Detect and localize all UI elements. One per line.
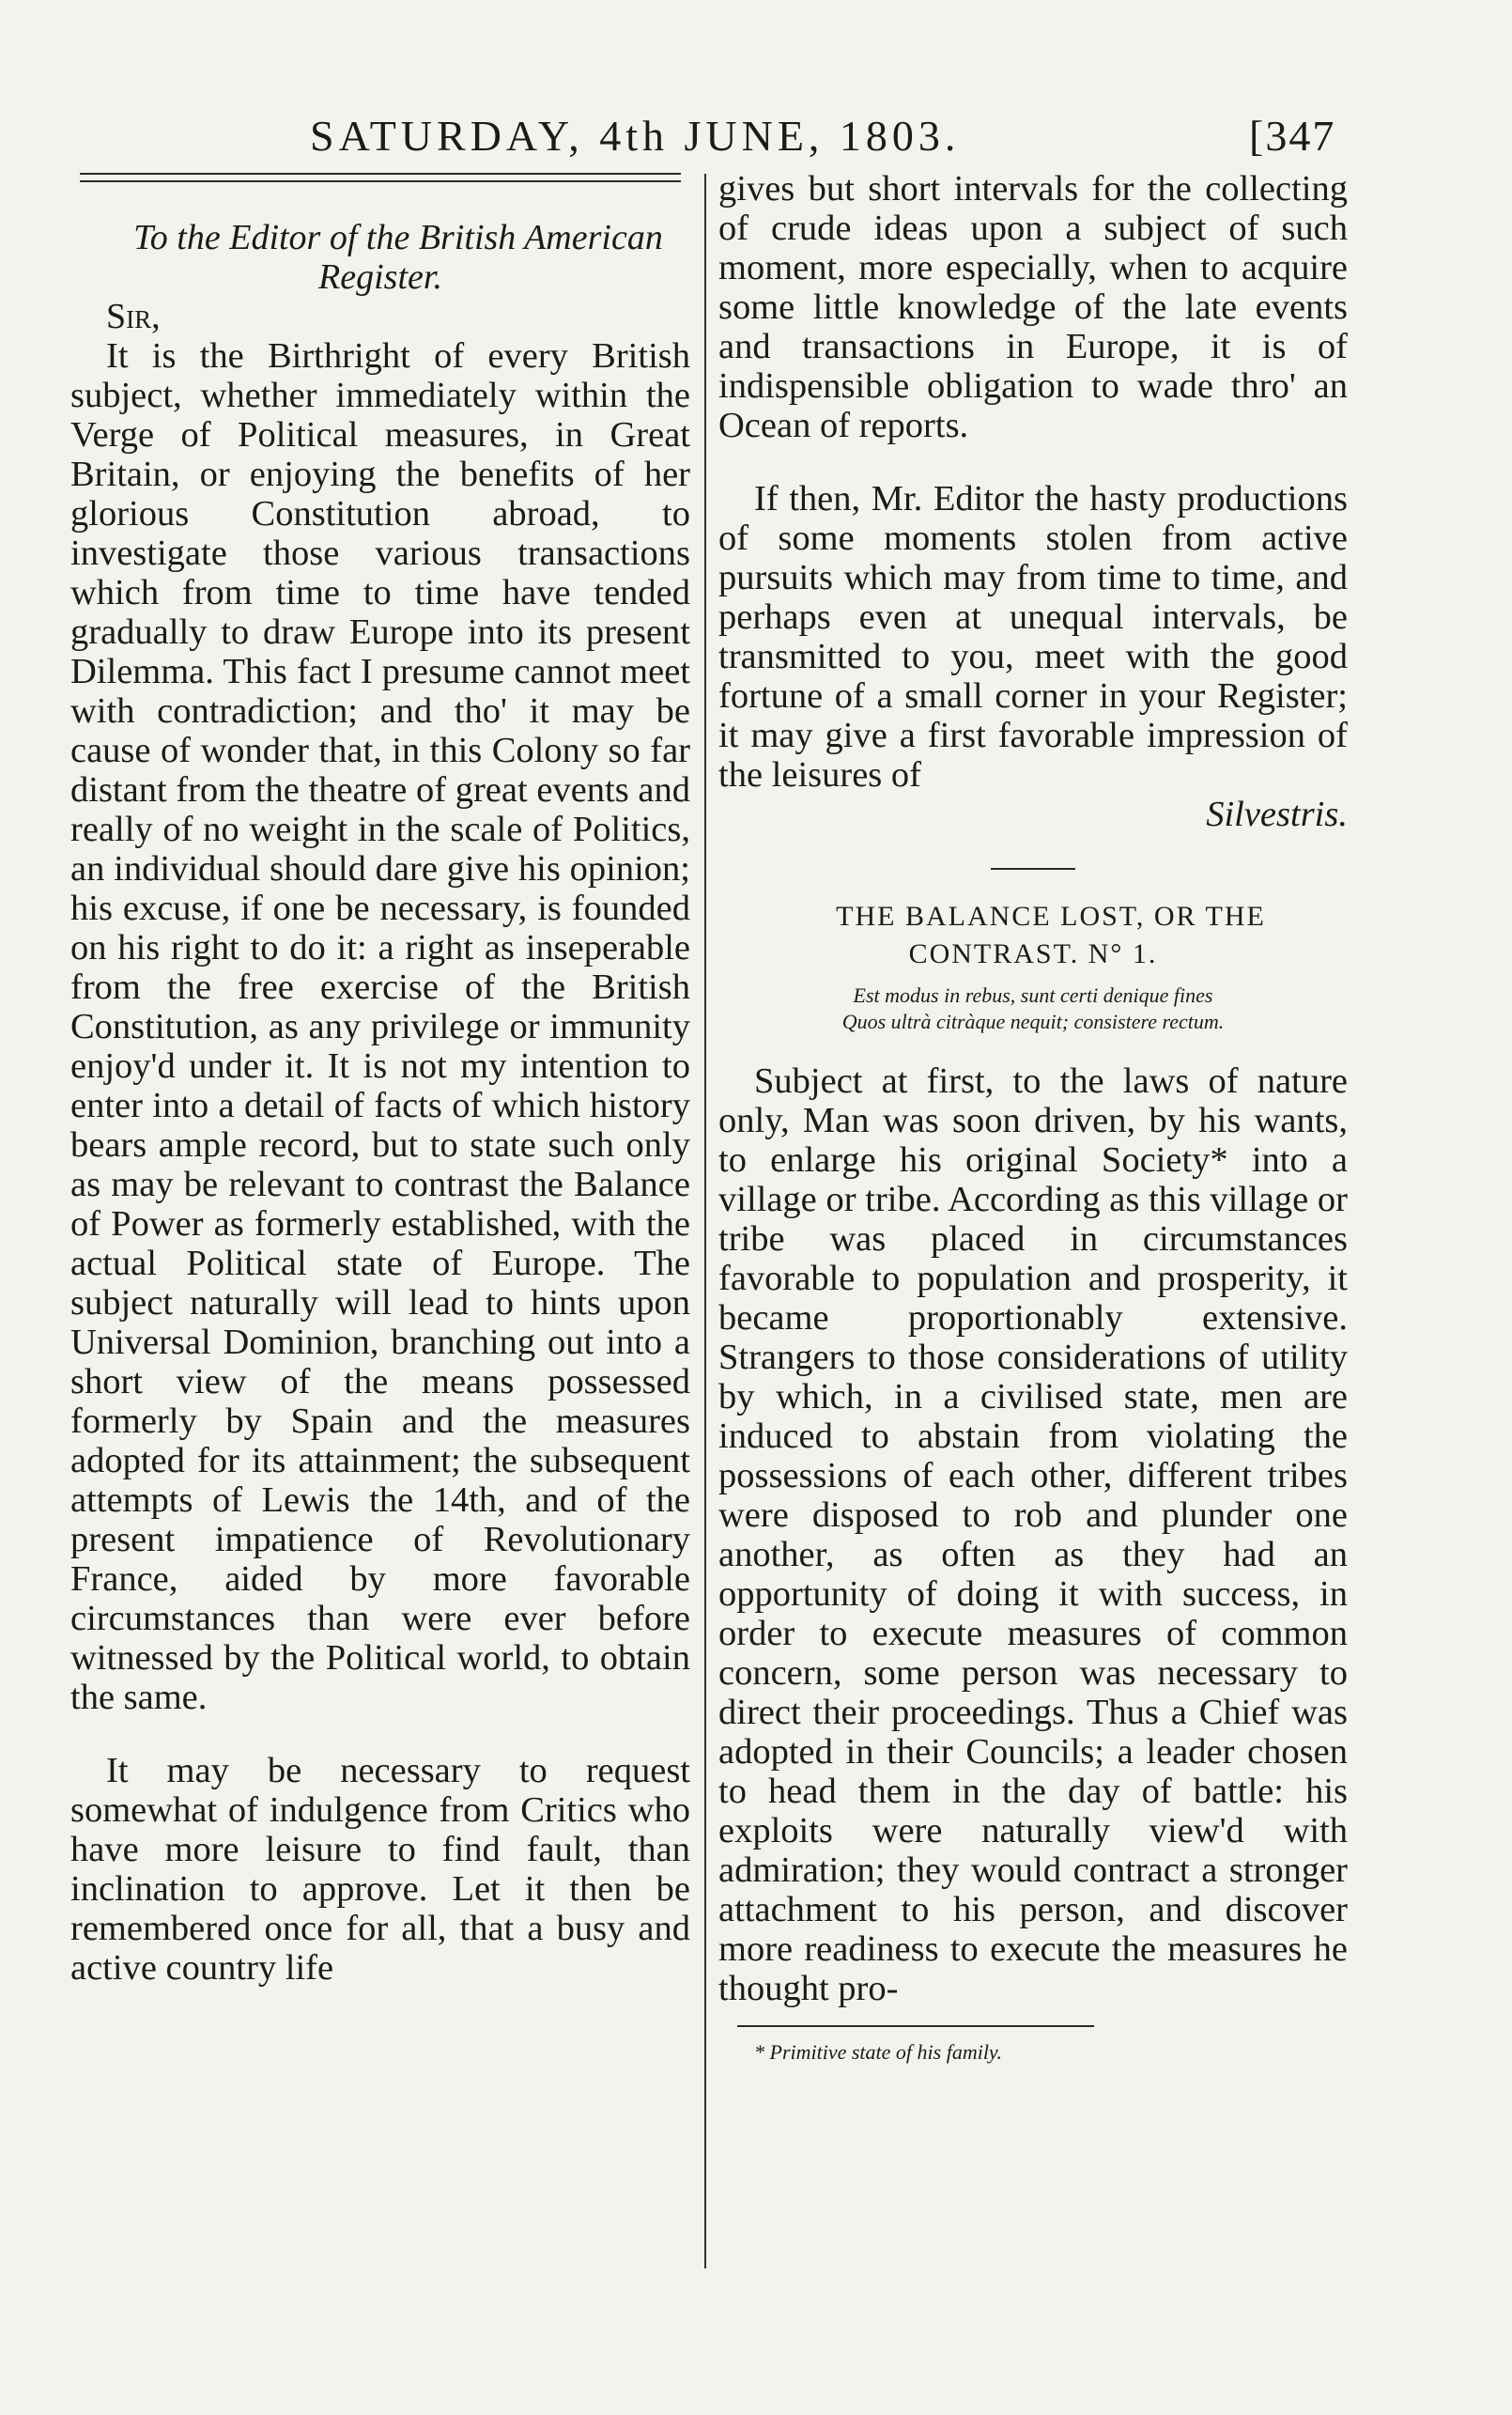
column-divider	[704, 174, 706, 2268]
page-number: [347	[1249, 112, 1336, 160]
motto-line-2: Quos ultrà citràque nequit; consistere rectum.	[841, 1010, 1225, 1033]
section-rule	[991, 868, 1075, 870]
letter-paragraph-3: If then, Mr. Editor the hasty productions of some moments stolen from active pursuits which may from time to time, and perhaps even at unequal intervals, be transmitted to you, meet with the good fortune of a small corner in your Register; it may give a first favorable impression of the leisures of	[718, 479, 1348, 795]
running-head-date: SATURDAY, 4th JUNE, 1803.	[310, 112, 961, 160]
article-motto	[718, 983, 1348, 1035]
article-paragraph-1: Subject at first, to the laws of nature only, Man was soon driven, by his wants, to enlarge his original Society* into a village or tribe. According as this village or tribe was placed in circumstances favorable to population and prosperity, it became proportionably extensive. Strangers to those considerations of utility by which, in a civilised state, men are induced to abstain from violating the possessions of each other, different tribes were disposed to rob and plunder one another, as often as they had an opportunity of doing it with success, in order to execute measures of common concern, some person was necessary to direct their proceedings. Thus a Chief was adopted in their Councils; a leader chosen to head them in the day of battle: his exploits were naturally view'd with admiration; they would contract a stronger attachment to his person, and discover more readiness to execute the measures he thought pro-	[718, 1061, 1348, 2008]
footnote: * Primitive state of his family.	[754, 2040, 1002, 2064]
footnote-rule	[737, 2025, 1094, 2027]
letter-paragraph-2: It may be necessary to request somewhat of indulgence from Critics who have more leisure to find fault, than inclination to approve. Let it then be remembered once for all, that a busy and active country life	[70, 1751, 690, 1988]
motto-line-1: Est modus in rebus, sunt certi denique fines	[853, 983, 1213, 1007]
letter-signature: Silvestris.	[1206, 795, 1348, 834]
letter-paragraph-2-continued: gives but short intervals for the collecting of crude ideas upon a subject of such moment, more especially, when to acquire some little knowledge of the late events and transactions in Europe, it is of indispensible obligation to wade thro' an Ocean of reports.	[718, 169, 1348, 445]
article-title: THE BALANCE LOST, OR THE CONTRAST. N° 1.	[836, 901, 1266, 969]
running-head	[310, 111, 1343, 161]
left-column	[70, 169, 690, 1988]
letter-paragraph-1: It is the Birthright of every British subject, whether immediately within the Verge of Political measures, in Great Britain, or enjoying the benefits of her glorious Constitution abroad, to investigate those various transactions which from time to time have tended gradually to draw Europe into its present Dilemma. This fact I presume cannot meet with contradiction; and tho' it may be cause of wonder that, in this Colony so far distant from the theatre of great events and really of no weight in the scale of Politics, an individual should dare give his opinion; his excuse, if one be necessary, is founded on his right to do it: a right as inseperable from the free exercise of the British Constitution, as any privilege or immunity enjoy'd under it. It is not my intention to enter into a detail of facts of which history bears ample record, but to state such only as may be relevant to contrast the Balance of Power as formerly established, with the actual Political state of Europe. The subject naturally will lead to hints upon Universal Dominion, branching out into a short view of the means possessed formerly by Spain and the measures adopted for its attainment; the subsequent attempts of Lewis the 14th, and of the present impatience of Revolutionary France, aided by more favorable circumstances than were ever before witnessed by the Political world, to obtain the same.	[70, 336, 690, 1717]
right-column	[718, 169, 1348, 2072]
letter-address: To the Editor of the British American Register.	[133, 218, 663, 297]
header-rule	[70, 169, 690, 194]
letter-salutation: Sir,	[106, 297, 161, 336]
